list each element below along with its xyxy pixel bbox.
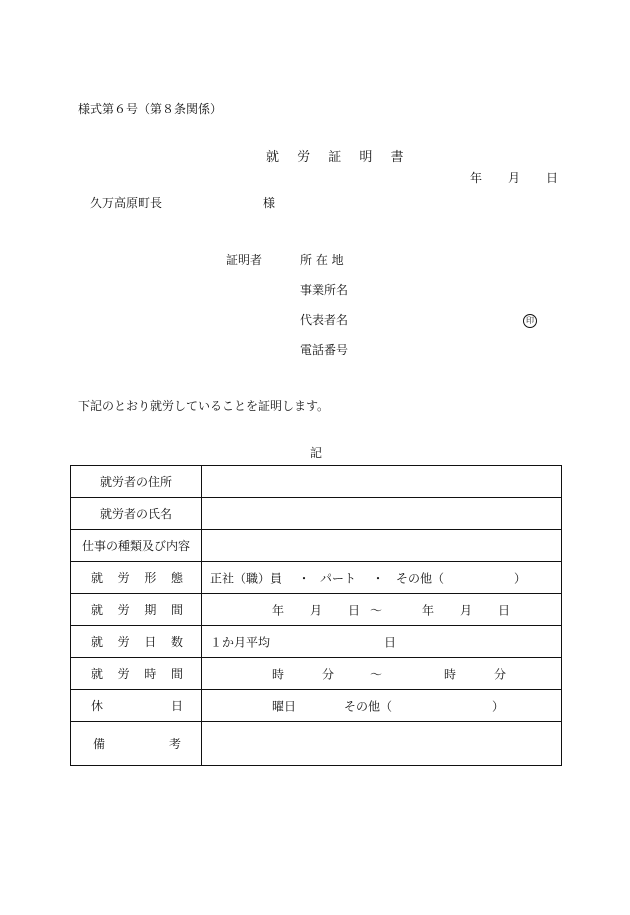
label-char: 就: [91, 635, 104, 649]
row-label-work-period: [71, 594, 202, 626]
row-label-work-days: [71, 626, 202, 658]
table-row: [71, 594, 562, 626]
table-row: [71, 722, 562, 766]
end-hour: 時: [444, 667, 457, 681]
weekday-label: 曜日: [272, 699, 297, 713]
work-hours-field[interactable]: [202, 658, 562, 690]
close-paren: ）: [492, 699, 505, 713]
period-end-day: 日: [498, 603, 511, 617]
label-char: 就: [91, 603, 104, 617]
table-row: [71, 690, 562, 722]
label-char: 時: [144, 667, 157, 681]
date-day: 日: [546, 171, 559, 185]
label-char: 労: [117, 667, 130, 681]
table-row: [71, 562, 562, 594]
row-label-address: 就労者の住所: [71, 466, 202, 498]
period-start-year: 年: [272, 603, 285, 617]
certifier-label: 証明者: [226, 253, 263, 267]
hours-tilde: ～: [370, 667, 383, 681]
period-end-year: 年: [422, 603, 435, 617]
work-days-field[interactable]: [202, 626, 562, 658]
separator-dot: ・: [298, 571, 311, 585]
label-char: 日: [170, 699, 183, 713]
period-start-day: 日: [348, 603, 361, 617]
period-tilde: ～: [370, 603, 383, 617]
label-char: 労: [117, 635, 130, 649]
table-row: [71, 658, 562, 690]
row-label-work-hours: [71, 658, 202, 690]
other-option: その他（: [396, 571, 445, 585]
row-label-name: 就労者の氏名: [71, 498, 202, 530]
period-end-month: 月: [460, 603, 473, 617]
office-label: 事業所名: [300, 283, 349, 297]
addressee-name: 久万高原町長: [90, 196, 163, 210]
label-char: 形: [144, 571, 157, 585]
work-form-field[interactable]: [202, 562, 562, 594]
ki-heading: 記: [310, 446, 323, 460]
label-char: 態: [170, 571, 183, 585]
regular-employee-option: 正社（職）員: [210, 571, 283, 585]
work-info-table: [70, 465, 562, 766]
seal-mark: 印: [523, 314, 537, 328]
label-char: 就: [91, 667, 104, 681]
table-row: [71, 498, 562, 530]
table-row: [71, 466, 562, 498]
work-period-field[interactable]: [202, 594, 562, 626]
phone-label: 電話番号: [300, 343, 349, 357]
table-row: [71, 626, 562, 658]
table-row: [71, 530, 562, 562]
holiday-other-label: その他（: [344, 699, 393, 713]
label-char: 就: [91, 571, 104, 585]
form-number: 様式第６号（第８条関係）: [78, 102, 223, 116]
days-unit: 日: [384, 635, 397, 649]
label-char: 労: [117, 603, 130, 617]
period-start-month: 月: [310, 603, 323, 617]
label-char: 間: [170, 667, 183, 681]
addressee-suffix: 様: [263, 196, 276, 210]
representative-label: 代表者名: [300, 313, 349, 327]
label-char: 休: [91, 699, 104, 713]
label-char: 労: [117, 571, 130, 585]
worker-address-field[interactable]: [202, 466, 562, 498]
close-paren: ）: [514, 571, 527, 585]
separator-dot: ・: [372, 571, 385, 585]
worker-name-field[interactable]: [202, 498, 562, 530]
date-month: 月: [508, 171, 521, 185]
start-hour: 時: [272, 667, 285, 681]
row-label-remarks: [71, 722, 202, 766]
address-label: 所 在 地: [300, 253, 344, 267]
document-title: 就 労 証 明 書: [266, 150, 411, 165]
job-description-field[interactable]: [202, 530, 562, 562]
label-char: 間: [170, 603, 183, 617]
part-time-option: パート: [320, 571, 357, 585]
row-label-work-form: [71, 562, 202, 594]
holiday-field[interactable]: [202, 690, 562, 722]
date-year: 年: [470, 171, 483, 185]
row-label-job: 仕事の種類及び内容: [71, 530, 202, 562]
start-minute: 分: [322, 667, 335, 681]
label-char: 備: [93, 737, 106, 751]
label-char: 期: [144, 603, 157, 617]
monthly-average-label: １か月平均: [210, 635, 271, 649]
row-label-holiday: [71, 690, 202, 722]
statement-text: 下記のとおり就労していることを証明します。: [78, 399, 330, 413]
label-char: 考: [168, 737, 181, 751]
end-minute: 分: [494, 667, 507, 681]
label-char: 数: [170, 635, 183, 649]
remarks-field[interactable]: [202, 722, 562, 766]
label-char: 日: [144, 635, 157, 649]
